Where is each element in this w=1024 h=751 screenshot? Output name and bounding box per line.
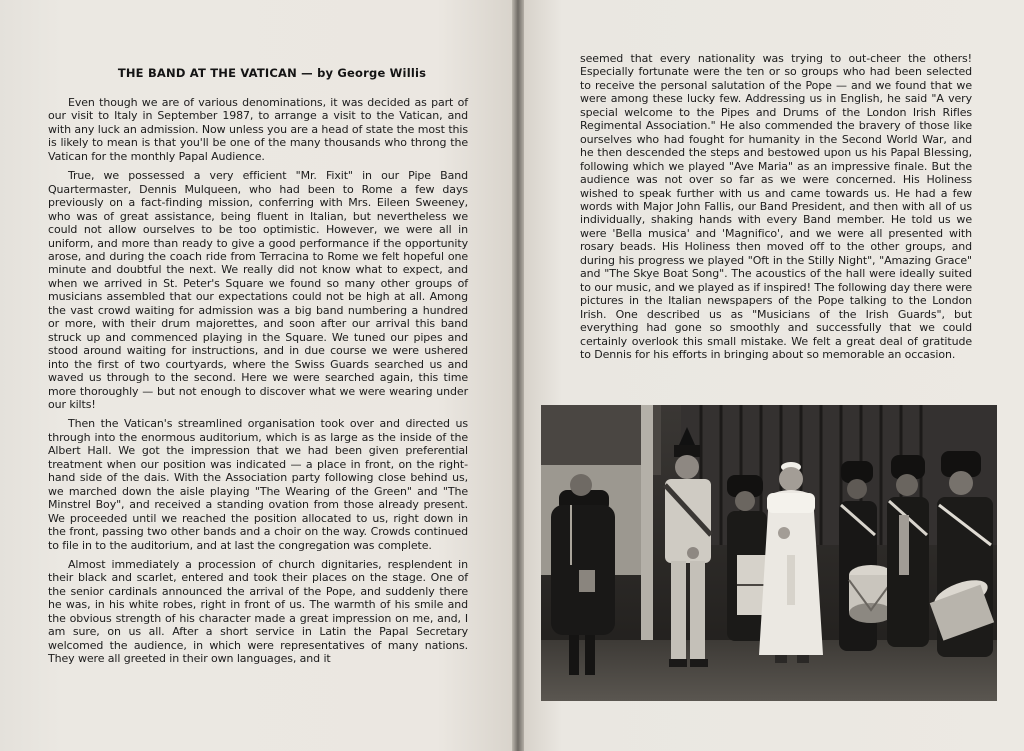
article-title: THE BAND AT THE VATICAN — by George Willis bbox=[117, 66, 427, 80]
paragraph: Almost immediately a procession of church dignitaries, resplendent in their black and scarlet, entered and took their places on the stage. One of the senior cardinals announced the arrival of the Pope, and suddenly there he was, in his white robes, right in front of us. The warmth of his smile and the obvious strength of his character made a great impression on me, and, I am sure, on us all. After a short service in Latin the Papal Secretary welcomed the audience, in which were representatives of many nations. They were all greeted in their own languages, and it bbox=[48, 557, 468, 666]
paragraph: Then the Vatican's streamlined organisation took over and directed us through into the enormous auditorium, which is as large as the inside of the Albert Hall. We got the impression that we had been given preferential treatment when our position was indicated — a place in front, on the right-hand side of the dais. With the Association party following close behind us, we marched down the aisle playing "The Wearing of the Green" and "The Minstrel Boy", and received a standing ovation from those already present. We proceeded until we reached the position allocated to us, right down in the front, passing two other bands and a choir on the way. Crowds continued to file in to the auditorium, and at last the congregation was complete. bbox=[48, 417, 468, 552]
paragraph: Even though we are of various denominations, it was decided as part of our visit to Italy in September 1987, to arrange a visit to the Vatican, and with any luck an admission. Now unless you are a head of state the most this is likely to mean is that you'll be one of the many thousands who throng the Vatican for the monthly Papal Audience. bbox=[48, 96, 468, 163]
paragraph: seemed that every nationality was trying to out-cheer the others! Especially fortunate were the ten or so groups who had been selected to receive the personal salutation of the Pope — and we found that we were among these lucky few. Addressing us in English, he said "A very special welcome to the Pipes and Drums of the London Irish Rifles Regimental Association." He also commended the bravery of those like ourselves who had fought for humanity in the Second World War, and he then descended the steps and bestowed upon us his Papal Blessing, following which we played "Ave Maria" as an impressive finale. But the audience was not over so far as we were concerned. His Holiness wished to speak further with us and came towards us. He had a few words with Major John Fallis, our Band President, and then with all of us individually, shaking hands with every Band member. He told us we were 'Bella musica' and 'Magnifico', and we were all presented with rosary beads. His Holiness then moved off to the other groups, and during his progress we played "Oft in the Stilly Night", "Amazing Grace" and "The Skye Boat Song". The acoustics of the hall were ideally suited to our music, and we played as if inspired! The following day there were pictures in the Italian newspapers of the Pope talking to the London Irish. One described us as "Musicians of the Irish Guards", but everything had gone so smoothly and successfully that we could certainly overlook this small mistake. We felt a great deal of gratitude to Dennis for his efforts in bringing about so memorable an occasion. bbox=[580, 52, 972, 361]
photograph-pope-with-band bbox=[541, 405, 997, 701]
book-gutter bbox=[512, 0, 524, 751]
right-text-column bbox=[580, 52, 972, 361]
left-text-column bbox=[48, 96, 468, 666]
photo-illustration bbox=[541, 405, 997, 701]
paragraph: True, we possessed a very efficient "Mr. Fixit" in our Pipe Band Quartermaster, Dennis Mulqueen, who had been to Rome a few days previously on a fact-finding mission, conferring with Mrs. Eileen Sweeney, who was of great assistance, being fluent in Italian, but nevertheless we could not allow ourselves to be too optimistic. However, we were all in uniform, and more than ready to give a good performance if the opportunity arose, and during the coach ride from Terracina to Rome we felt hopeful one minute and doubtful the next. We really did not know what to expect, and when we arrived in St. Peter's Square we found so many other groups of musicians assembled that our expectations could not be high at all. Among the vast crowd waiting for admission was a big band numbering a hundred or more, with their drum majorettes, and soon after our arrival this band struck up and commenced playing in the Square. We tuned our pipes and stood around waiting for instructions, and in due course we were ushered into the first of two courtyards, where the Swiss Guards searched us and waved us through to the second. Here we were searched again, this time more thoroughly — but not enough to discover what we were wearing under our kilts! bbox=[48, 169, 468, 411]
